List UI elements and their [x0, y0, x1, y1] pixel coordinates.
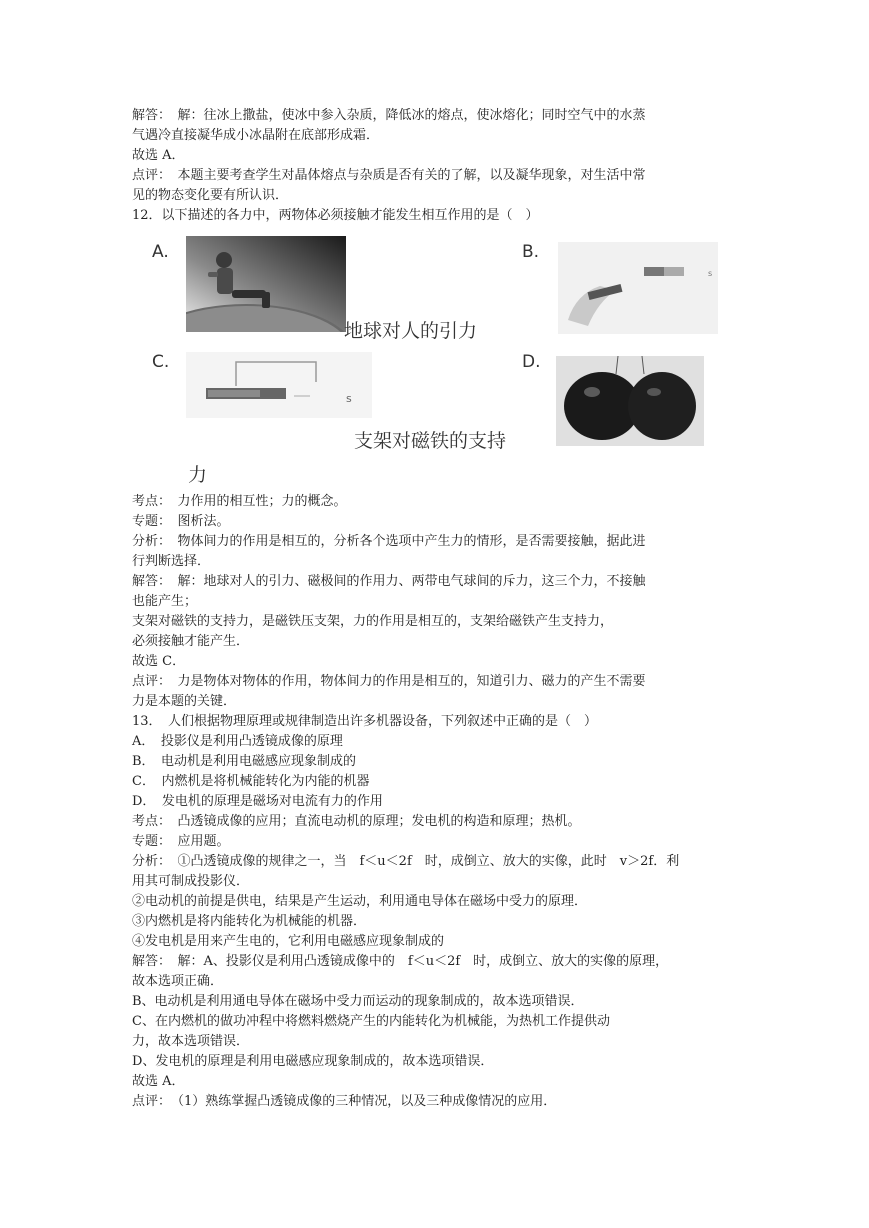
text-line: 考点： 力作用的相互性；力的概念。: [132, 494, 347, 509]
text-line: 故选 A．: [132, 1074, 185, 1089]
text-line: 专题： 图析法。: [132, 514, 230, 529]
person-on-earth-image: [186, 236, 346, 332]
text-line: B、电动机是利用通电导体在磁场中受力而运动的现象制成的，故本选项错误．: [132, 994, 584, 1009]
text-line: 点评： （1）熟练掌握凸透镜成像的三种情况，以及三种成像情况的应用．: [132, 1094, 557, 1109]
text-line: 分析： ①凸透镜成像的规律之一，当 f＜u＜2f 时，成倒立、放大的实像，此时 v＞2f．利: [132, 854, 680, 869]
question-13-option-c: C． 内燃机是将机械能转化为内能的机器: [132, 774, 370, 789]
text-line: 解答： 解：往冰上撒盐，使冰中参入杂质，降低冰的熔点，使冰熔化；同时空气中的水蒸: [132, 108, 646, 123]
option-c-letter: C.: [152, 352, 170, 372]
text-line: D、发电机的原理是利用电磁感应现象制成的，故本选项错误．: [132, 1054, 494, 1069]
magnet-pole-label: s: [346, 392, 352, 405]
text-line: 考点： 凸透镜成像的应用；直流电动机的原理；发电机的构造和原理；热机。: [132, 814, 581, 829]
option-b-letter: B.: [522, 242, 540, 262]
text-line: ②电动机的前提是供电，结果是产生运动，利用通电导体在磁场中受力的原理．: [132, 894, 588, 909]
magnet-on-support-image: [186, 352, 372, 418]
text-line: 气遇冷直接凝华成小冰晶附在底部形成霜．: [132, 128, 380, 143]
charged-balloons-image: [556, 356, 704, 446]
text-line: 专题： 应用题。: [132, 834, 230, 849]
text-line: 也能产生；: [132, 594, 198, 609]
text-line: 支架对磁铁的支持力，是磁铁压支架，力的作用是相互的，支架给磁铁产生支持力，: [132, 614, 614, 629]
question-13-option-a: A． 投影仪是利用凸透镜成像的原理: [132, 734, 343, 749]
option-c-caption-line-1: 支架对磁铁的支持: [354, 430, 507, 452]
question-13-option-b: B． 电动机是利用电磁感应现象制成的: [132, 754, 357, 769]
text-line: 故选 A．: [132, 148, 185, 163]
text-line: 点评： 力是物体对物体的作用，物体间力的作用是相互的，知道引力、磁力的产生不需要: [132, 674, 646, 689]
option-a-letter: A.: [152, 242, 169, 262]
option-a-caption: 地球对人的引力: [344, 320, 478, 342]
svg-text:s: s: [708, 269, 713, 278]
top-text-block: [132, 106, 742, 226]
option-d-letter: D.: [522, 352, 541, 372]
question-13-stem: 13． 人们根据物理原理或规律制造出许多机器设备，下列叙述中正确的是（ ）: [132, 714, 598, 729]
magnets-attracting-image: [558, 242, 718, 334]
text-line: 见的物态变化要有所认识．: [132, 188, 289, 203]
option-c-caption-line-2: 力: [188, 464, 208, 486]
text-line: 力，故本选项错误．: [132, 1034, 250, 1049]
question-13-option-d: D． 发电机的原理是磁场对电流有力的作用: [132, 794, 383, 809]
text-line: C、在内燃机的做功冲程中将燃料燃烧产生的内能转化为机械能，为热机工作提供动: [132, 1014, 610, 1029]
question-12-stem: 12．以下描述的各力中，两物体必须接触才能发生相互作用的是（ ）: [132, 208, 539, 223]
text-line: ③内燃机是将内能转化为机械能的机器．: [132, 914, 367, 929]
text-line: 故本选项正确．: [132, 974, 224, 989]
text-line: 点评： 本题主要考查学生对晶体熔点与杂质是否有关的了解，以及凝华现象，对生活中常: [132, 168, 646, 183]
text-line: 分析： 物体间力的作用是相互的，分析各个选项中产生力的情形，是否需要接触，据此进: [132, 534, 646, 549]
text-line: 力是本题的关键．: [132, 694, 237, 709]
text-line: 解答： 解：地球对人的引力、磁极间的作用力、两带电气球间的斥力，这三个力，不接触: [132, 574, 646, 589]
text-line: 行判断选择．: [132, 554, 211, 569]
text-line: 用其可制成投影仪．: [132, 874, 250, 889]
text-line: 必须接触才能产生．: [132, 634, 250, 649]
question-12-figure: [148, 232, 768, 494]
text-line: 解答： 解：A、投影仪是利用凸透镜成像中的 f＜u＜2f 时，成倒立、放大的实像的原理，: [132, 954, 669, 969]
bottom-text-block: [132, 492, 742, 1112]
text-line: ④发电机是用来产生电的，它利用电磁感应现象制成的: [132, 934, 445, 949]
text-line: 故选 C．: [132, 654, 186, 669]
